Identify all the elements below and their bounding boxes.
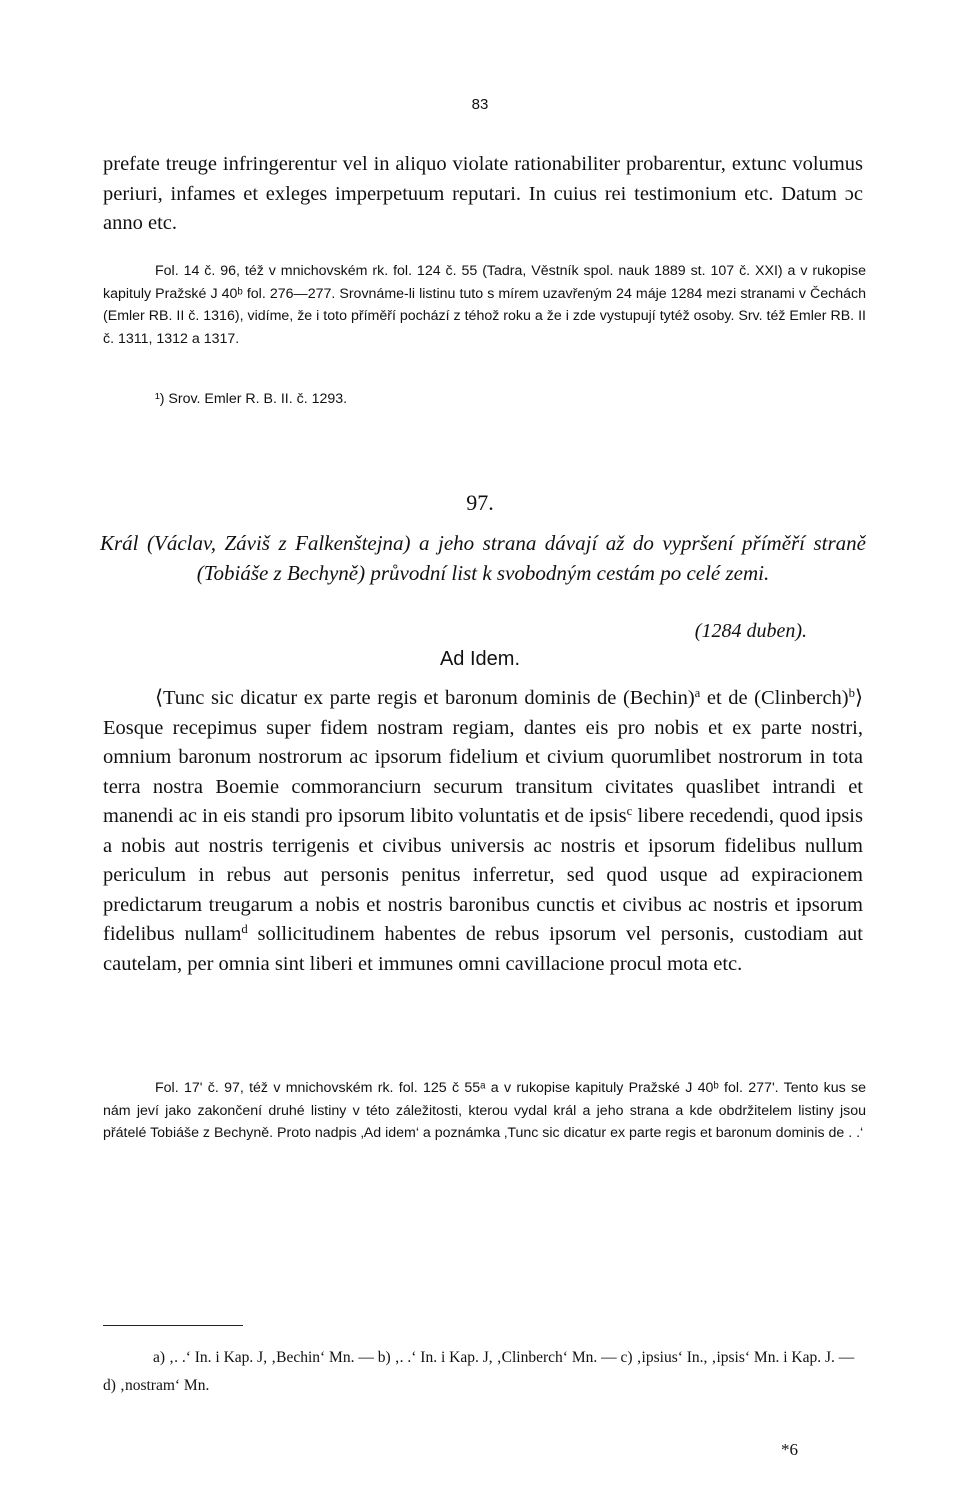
footnote-mark-b: b [848,686,855,701]
main-text-part-3: ⟩ Eosque recepimus super fidem nostram regiam, dantes eis pro nobis et ex parte nostri, omnium baronum nostrorum ac ipsorum fidelium et civium quorumlibet nostrorum in tota terra nostra Boemie commoranciurn securum transitum civitates quaslibet intrandi et manendi ac in eis standi pro ipsorum libito voluntatis et de ipsis [103,687,863,827]
reference-note-text: ¹) Srov. Emler R. B. II. č. 1293. [155,391,348,407]
main-text-part-1: ⟨Tunc sic dicatur ex parte regis et baronum dominis de (Bechin) [155,687,695,709]
signature-mark: *6 [781,1440,798,1459]
page-number: 83 [471,96,489,113]
source-note [103,260,866,350]
commentary-note [103,1077,866,1145]
footnote-mark-c: c [626,804,633,819]
main-text-part-4: libere recedendi, quod ipsis a nobis aut nostris terrigenis et civibus universis ac nostris et ipsorum fidelibus nullum periculum in rebus aut personis penitus inferretur, sed quod usque ad expiracionem predictarum treugarum a nobis et nostris baronibus cunctis et civibus ac nostris et ipsorum fidelibus nullam [103,805,863,945]
document-number: 97. [466,490,494,515]
document-title: Král (Václav, Záviš z Falkenštejna) a jeho strana dávají až do vypršení příměří straně (Tobiáše z Bechyně) průvodní list k svobodným cestám po celé zemi. [100,531,866,585]
document-heading: Ad Idem. [439,648,521,670]
footnotes [103,1344,863,1400]
main-text-part-5: sollicitudinem habentes de rebus ipsorum vel personis, custodiam aut cautelam, per omnia sint liberi et immunes omni cavillacione procul mota etc. [103,923,863,975]
commentary-note-text: Fol. 17ʹ č. 97, též v mnichovském rk. fol. 125 č 55ᵃ a v rukopise kapituly Pražské J 40ᵇ fol. 277ʹ. Tento kus se nám jeví jako zakončení druhé listiny v této záležitosti, kterou vydal král a jeho strana a kde obdržitelem listiny jsou přátelé Tobiáše z Bechyně. Proto nadpis ‚Ad idem‘ a poznámka ‚Tunc sic dicatur ex parte regis et baronum dominis de . .‘ [103,1080,866,1141]
footnote-mark-a: a [694,686,701,701]
main-text-part-2: et de (Clinberch) [700,687,849,709]
intro-paragraph: prefate treuge infringerentur vel in aliquo violate rationabiliter probarentur, extunc volumus periuri, infames et exleges imperpetuum reputari. In cuius rei testimonium etc. Datum ɔc anno etc. [103,153,863,234]
reference-note [103,388,866,411]
footnotes-text: a) ‚. .‘ In. i Kap. J, ‚Bechin‘ Mn. — b) ‚. .‘ In. i Kap. J, ‚Clinberch‘ Mn. — c) ‚ipsius‘ In., ‚ipsis‘ Mn. i Kap. J. — d) ‚nostram‘ Mn. [103,1349,855,1394]
main-text [103,684,863,979]
source-note-text: Fol. 14 č. 96, též v mnichovském rk. fol. 124 č. 55 (Tadra, Věstník spol. nauk 1889 st. 107 č. XXI) a v rukopise kapituly Pražské J 40ᵇ fol. 276—277. Srovnáme-li listinu tuto s mírem uzavřeným 24 máje 1284 mezi stranami v Čechách (Emler RB. II č. 1316), vidíme, že i toto příměří pochází z téhož roku a že i zde vystupují tytéž osoby. Srv. též Emler RB. II č. 1311, 1312 a 1317. [103,263,866,347]
footnote-mark-d: d [241,922,248,937]
document-date: (1284 duben). [694,620,807,642]
footnote-divider [103,1325,243,1326]
